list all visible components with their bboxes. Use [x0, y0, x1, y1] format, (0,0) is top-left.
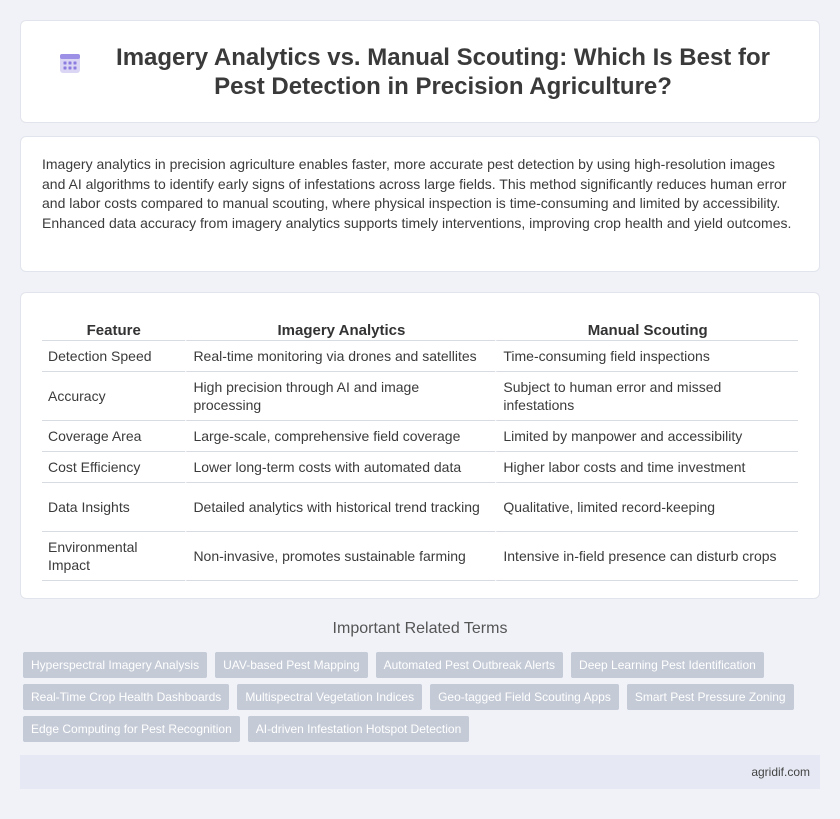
cell-manual: Qualitative, limited record-keeping	[495, 483, 798, 532]
cell-manual: Intensive in-field presence can disturb crops	[495, 532, 798, 581]
header-manual-scouting: Manual Scouting	[495, 313, 798, 341]
comparison-card	[20, 292, 820, 599]
header-feature: Feature	[42, 313, 185, 341]
related-term-tag[interactable]: Hyperspectral Imagery Analysis	[23, 652, 207, 678]
cell-imagery: Non-invasive, promotes sustainable farming	[185, 532, 495, 581]
cell-manual: Subject to human error and missed infestations	[495, 372, 798, 421]
cell-imagery: Detailed analytics with historical trend tracking	[185, 483, 495, 532]
related-terms-title: Important Related Terms	[332, 620, 508, 637]
table-row	[42, 532, 798, 581]
cell-feature: Accuracy	[42, 372, 185, 421]
related-term-tag[interactable]: Edge Computing for Pest Recognition	[23, 716, 240, 742]
related-term-tag[interactable]: Automated Pest Outbreak Alerts	[376, 652, 563, 678]
table-row	[42, 452, 798, 483]
cell-manual: Higher labor costs and time investment	[495, 452, 798, 483]
related-term-tag[interactable]: Multispectral Vegetation Indices	[237, 684, 422, 710]
cell-manual: Time-consuming field inspections	[495, 341, 798, 372]
comparison-table	[42, 313, 798, 581]
cell-imagery: Large-scale, comprehensive field coverage	[185, 421, 495, 452]
cell-feature: Coverage Area	[42, 421, 185, 452]
cell-manual: Limited by manpower and accessibility	[495, 421, 798, 452]
cell-feature: Data Insights	[42, 483, 185, 532]
intro-paragraph: Imagery analytics in precision agriculture enables faster, more accurate pest detection by using high-resolution images and AI algorithms to identify early signs of infestations across large fields. This method significantly reduces human error and labor costs compared to manual scouting, where physical inspection is time-consuming and limited by accessibility. Enhanced data accuracy from imagery analytics supports timely interventions, improving crop health and yield outcomes.	[42, 156, 792, 231]
table-row	[42, 372, 798, 421]
intro-card	[20, 136, 820, 272]
footer-site-link[interactable]: agridif.com	[751, 765, 810, 779]
header-imagery-analytics: Imagery Analytics	[185, 313, 495, 341]
related-term-tag[interactable]: Geo-tagged Field Scouting Apps	[430, 684, 619, 710]
related-term-tag[interactable]: UAV-based Pest Mapping	[215, 652, 368, 678]
related-terms-list	[23, 652, 818, 742]
title-card	[20, 20, 820, 123]
table-row	[42, 421, 798, 452]
cell-imagery: High precision through AI and image processing	[185, 372, 495, 421]
table-header-row	[42, 313, 798, 341]
cell-feature: Detection Speed	[42, 341, 185, 372]
calendar-grid-icon	[57, 63, 103, 81]
related-term-tag[interactable]: Deep Learning Pest Identification	[571, 652, 764, 678]
table-row	[42, 341, 798, 372]
related-term-tag[interactable]: AI-driven Infestation Hotspot Detection	[248, 716, 469, 742]
page-title: Imagery Analytics vs. Manual Scouting: Which Is Best for Pest Detection in Precision Agriculture?	[116, 43, 770, 100]
table-row	[42, 483, 798, 532]
cell-feature: Cost Efficiency	[42, 452, 185, 483]
related-term-tag[interactable]: Real-Time Crop Health Dashboards	[23, 684, 229, 710]
related-term-tag[interactable]: Smart Pest Pressure Zoning	[627, 684, 794, 710]
cell-feature: Environmental Impact	[42, 532, 185, 581]
cell-imagery: Real-time monitoring via drones and satellites	[185, 341, 495, 372]
cell-imagery: Lower long-term costs with automated data	[185, 452, 495, 483]
footer	[20, 755, 820, 789]
